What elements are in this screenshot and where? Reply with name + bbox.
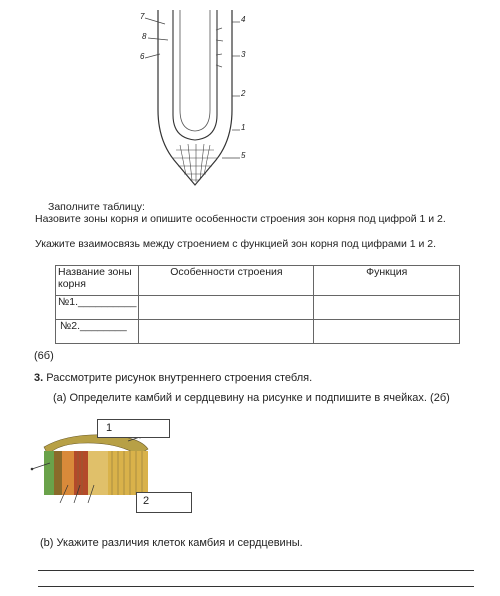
- task3-part-b: (b) Укажите различия клеток камбия и сердцевины.: [40, 537, 303, 549]
- task3-part-a: (а) Определите камбий и сердцевину на рисунке и подпишите в ячейках. (2б): [53, 392, 450, 404]
- table-cell-structure-2[interactable]: [139, 320, 314, 344]
- root-label-5: 5: [241, 151, 246, 160]
- root-label-6: 6: [140, 52, 145, 61]
- table-row: [56, 296, 460, 320]
- task1-line2: Укажите взаимосвязь между строением с функцией зон корня под цифрами 1 и 2.: [35, 238, 437, 250]
- root-diagram-drawing: [140, 10, 250, 190]
- task1-heading: Заполните таблицу:: [48, 201, 145, 213]
- root-label-4: 4: [241, 15, 246, 24]
- root-diagram: [140, 10, 250, 190]
- table-header-structure: Особенности строения: [139, 266, 314, 296]
- root-label-7: 7: [140, 12, 145, 21]
- root-label-3: 3: [241, 50, 246, 59]
- table-row: [56, 320, 460, 344]
- table-header-function: Функция: [314, 266, 460, 296]
- answer-line-2[interactable]: [38, 586, 474, 587]
- table-cell-zone-1[interactable]: №1.__________: [56, 296, 139, 320]
- task3-number: 3.: [34, 372, 44, 384]
- answer-box-2[interactable]: [136, 492, 192, 513]
- task3-title-text: Рассмотрите рисунок внутреннего строения стебля.: [46, 372, 313, 384]
- table-cell-structure-1[interactable]: [139, 296, 314, 320]
- root-label-1: 1: [241, 123, 246, 132]
- task1-points: (6б): [34, 350, 54, 362]
- table-cell-function-2[interactable]: [314, 320, 460, 344]
- table-cell-function-1[interactable]: [314, 296, 460, 320]
- table-header-zone: Название зоны корня: [56, 266, 139, 296]
- answer-line-1[interactable]: [38, 570, 474, 571]
- root-zones-table: [55, 265, 460, 344]
- root-label-8: 8: [142, 32, 147, 41]
- table-cell-zone-2[interactable]: №2.________: [56, 320, 139, 344]
- answer-box-1-label: 1: [106, 422, 113, 434]
- task3-title: [34, 372, 312, 384]
- root-label-2: 2: [241, 89, 246, 98]
- task1-line1: Назовите зоны корня и опишите особенности строения зон корня под цифрой 1 и 2.: [35, 213, 446, 225]
- answer-box-2-label: 2: [143, 495, 150, 507]
- answer-box-1[interactable]: [97, 419, 170, 438]
